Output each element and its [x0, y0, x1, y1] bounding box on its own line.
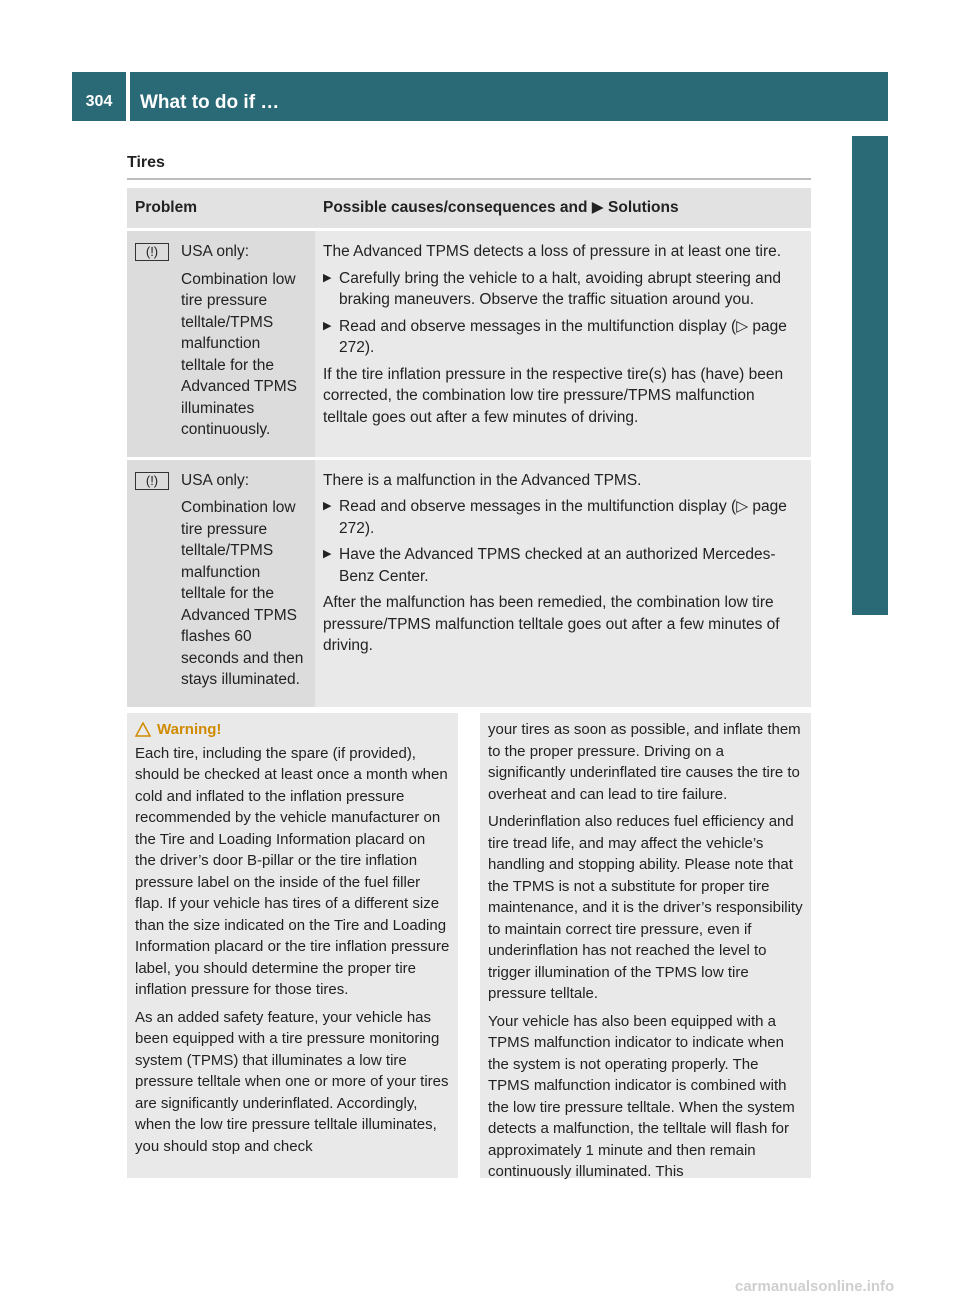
page-title: What to do if …	[140, 92, 280, 113]
step-text: Carefully bring the vehicle to a halt, avoiding abrupt steering and braking maneuvers. Observe the traffic situation around you.	[339, 269, 782, 308]
warning-box-left	[127, 713, 458, 1178]
step-arrow-icon: ▶	[323, 319, 332, 332]
solution-cell	[315, 230, 811, 459]
solution-step	[323, 268, 803, 311]
step-arrow-icon: ▶	[323, 548, 332, 560]
solution-intro: There is a malfunction in the Advanced TPMS.	[323, 471, 642, 489]
problem-region: USA only:	[181, 471, 250, 489]
step-arrow-icon: ▶	[323, 271, 332, 284]
tire-pressure-warning-icon: (!)	[135, 472, 169, 490]
warning-paragraph: Each tire, including the spare (if provided), should be checked at least once a month when cold and inflated to the inflation pressure recommended by the vehicle manufacturer on the Tire and Loading Information placard on the driver’s door B-pillar or the tire inflation pressure label on the inside of the fuel filler flap. If your vehicle has tires of a different size than the size indicated on the Tire and Loading Information placard or the tire inflation pressure label, you should determine the proper tire inflation pressure for those tires.	[135, 744, 450, 998]
warning-heading	[135, 719, 450, 741]
footer-watermark: carmanualsonline.info	[735, 1278, 895, 1295]
header-divider	[126, 72, 130, 121]
section-title: Tires	[127, 154, 165, 171]
solution-intro: The Advanced TPMS detects a loss of pressure in at least one tire.	[323, 243, 782, 260]
warning-paragraph: As an added safety feature, your vehicle has been equipped with a tire pressure monitoring system (TPMS) that illuminates a low tire pressure telltale when one or more of your tires are significantly underinflated. Accordingly, when the low tire pressure telltale illuminates, you should stop and check	[135, 1008, 449, 1155]
tire-pressure-warning-icon: (!)	[135, 243, 169, 261]
warning-heading-text: Warning!	[157, 721, 222, 738]
side-tab-label: Practical hints	[853, 443, 875, 580]
header-problem: Problem	[127, 188, 315, 230]
warning-paragraph: your tires as soon as possible, and inflate them to the proper pressure. Driving on a significantly underinflated tire causes the tire to overheat and can lead to tire failure.	[488, 721, 801, 803]
step-arrow-icon: ▶	[323, 500, 332, 512]
warning-paragraph: Your vehicle has also been equipped with a TPMS malfunction indicator to indicate when the system is not operating properly. The TPMS malfunction indicator is combined with the low tire pressure telltale. When the system detects a malfunction, the telltale will flash for approximately 1 minute and then remain continuously illuminated. This	[488, 1012, 795, 1180]
problem-description: Combination low tire pressure telltale/TPMS malfunction telltale for the Advanced TPMS flashes 60 seconds and then stays illuminated.	[181, 499, 304, 688]
solution-step	[323, 496, 803, 539]
header-solutions: Possible causes/consequences and ▶ Solutions	[315, 188, 811, 230]
table-header-row	[127, 188, 811, 230]
page-number: 304	[85, 93, 113, 110]
problem-cell	[127, 458, 315, 707]
step-text: Read and observe messages in the multifunction display (▷ page 272).	[339, 317, 787, 356]
solution-cell	[315, 458, 811, 707]
section-rule	[127, 178, 811, 180]
solution-step	[323, 544, 803, 587]
table-row	[127, 458, 811, 707]
problem-cell	[127, 230, 315, 459]
warning-triangle-icon	[135, 722, 151, 737]
page-header	[72, 72, 888, 121]
solution-outro: If the tire inflation pressure in the respective tire(s) has (have) been corrected, the combination low tire pressure/TPMS malfunction telltale goes out after a few minutes of driving.	[323, 365, 784, 426]
warning-paragraph: Underinflation also reduces fuel efficiency and tire tread life, and may affect the vehicle’s handling and stopping ability. Please note that the TPMS is not a substitute for proper tire maintenance, and it is the driver’s responsibility to maintain correct tire pressure, even if underinflation has not reached the level to trigger illumination of the TPMS low tire pressure telltale.	[488, 813, 803, 1002]
problem-description: Combination low tire pressure telltale/TPMS malfunction telltale for the Advanced TPMS illuminates continuously.	[181, 270, 298, 438]
step-text: Have the Advanced TPMS checked at an authorized Mercedes-Benz Center.	[339, 546, 776, 585]
warning-box-right	[480, 713, 811, 1178]
step-text: Read and observe messages in the multifunction display (▷ page 272).	[339, 498, 787, 537]
problem-region: USA only:	[181, 243, 250, 260]
solution-step	[323, 316, 803, 359]
table-row	[127, 230, 811, 459]
solution-outro: After the malfunction has been remedied, the combination low tire pressure/TPMS malfunction telltale goes out after a few minutes of driving.	[323, 594, 780, 654]
tires-table	[127, 188, 811, 707]
